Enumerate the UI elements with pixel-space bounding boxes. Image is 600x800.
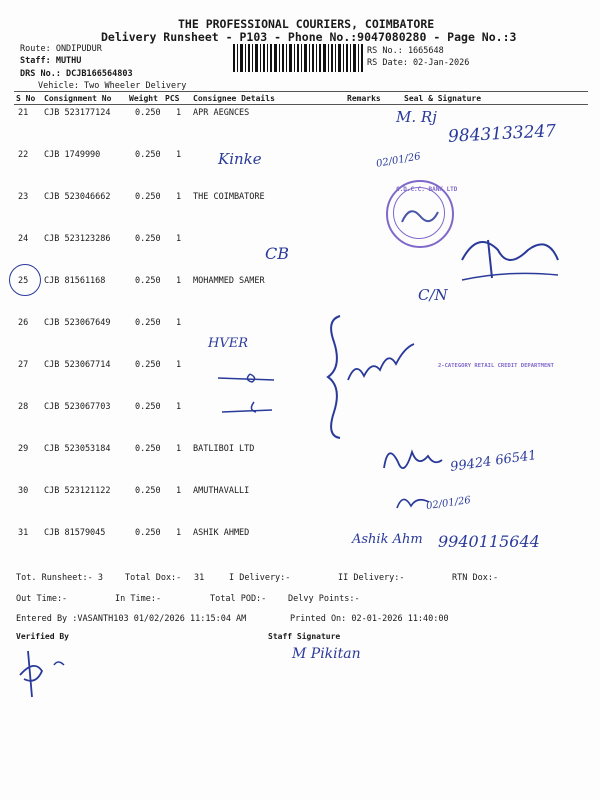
r24-signature-icon (458, 230, 568, 290)
row-consignment: CJB 523121122 (44, 486, 111, 496)
r25-cn: C/N (418, 286, 448, 304)
col-sno: S No (16, 94, 36, 103)
r24-cb: CB (265, 244, 289, 263)
total-pod: Total POD:- (210, 594, 267, 604)
row-consignment: CJB 523177124 (44, 108, 111, 118)
col-consignment: Consignment No (44, 94, 112, 103)
in-time: In Time:- (115, 594, 162, 604)
row-consignee: MOHAMMED SAMER (193, 276, 265, 286)
row-consignment: CJB 81579045 (44, 528, 106, 538)
vehicle-label: Vehicle: Two Wheeler Delivery (38, 81, 187, 91)
row-weight: 0.250 (135, 444, 161, 454)
r27-name: HVER (208, 336, 249, 351)
header-rule-top (14, 91, 588, 92)
total-dox-label: Total Dox:- (125, 573, 182, 583)
barcode-icon (233, 44, 363, 72)
row-sno: 28 (18, 402, 29, 412)
row-sno: 23 (18, 192, 29, 202)
col-weight: Weight (129, 94, 158, 103)
row-consignment: CJB 523046662 (44, 192, 111, 202)
row-sno: 26 (18, 318, 29, 328)
r30-date: 02/01/26 (425, 494, 472, 513)
row-pcs: 1 (176, 360, 182, 370)
row-consignment: CJB 523067649 (44, 318, 111, 328)
row-consignee: APR AEGNCES (193, 108, 250, 118)
route-label: Route: ONDIPUDUR (20, 44, 102, 54)
r29-phone: 99424 66541 (449, 448, 538, 475)
row25-circle (9, 264, 41, 296)
runsheet-subtitle: Delivery Runsheet - P103 - Phone No.:9047080280 - Page No.:3 (101, 30, 517, 44)
bank-stamp (386, 180, 458, 248)
row-consignee: BATLIBOI LTD (193, 444, 255, 454)
i-delivery: I Delivery:- (229, 573, 291, 583)
col-consignee: Consignee Details (193, 94, 275, 103)
row-weight: 0.250 (135, 276, 161, 286)
row-sno: 21 (18, 108, 29, 118)
row-pcs: 1 (176, 276, 182, 286)
staff-signature: M Pikitan (292, 646, 361, 662)
ditto-marks-icon (214, 372, 284, 422)
r22-signature: Kinke (218, 150, 262, 168)
row-consignment: CJB 1749990 (44, 150, 101, 160)
out-time: Out Time:- (16, 594, 68, 604)
r31-phone: 9940115644 (438, 532, 540, 551)
row-consignee: ASHIK AHMED (193, 528, 250, 538)
dept-stamp: 2-CATEGORY RETAIL CREDIT DEPARTMENT (438, 363, 554, 369)
row-consignment: CJB 523067714 (44, 360, 111, 370)
verified-by: Verified By (16, 632, 69, 641)
r21-phone: 9843133247 (447, 121, 557, 147)
tot-runsheet: Tot. Runsheet:- 3 (16, 573, 103, 583)
row-pcs: 1 (176, 444, 182, 454)
rs-date: RS Date: 02-Jan-2026 (367, 58, 470, 68)
col-pcs: PCS (165, 94, 180, 103)
row-weight: 0.250 (135, 402, 161, 412)
row-weight: 0.250 (135, 192, 161, 202)
delvy-points: Delvy Points:- (288, 594, 360, 604)
row-sno: 24 (18, 234, 29, 244)
row-pcs: 1 (176, 528, 182, 538)
row-consignment: CJB 523123286 (44, 234, 111, 244)
row-sno: 31 (18, 528, 29, 538)
row-sno: 25 (18, 276, 29, 286)
row-pcs: 1 (176, 402, 182, 412)
rs-number: RS No.: 1665648 (367, 46, 444, 56)
r29-signature-icon (378, 438, 448, 478)
row-sno: 30 (18, 486, 29, 496)
company-title: THE PROFESSIONAL COURIERS, COIMBATORE (178, 17, 435, 31)
row-pcs: 1 (176, 108, 182, 118)
r27-signature-icon (344, 340, 424, 390)
row-weight: 0.250 (135, 528, 161, 538)
verified-signature-icon (14, 645, 74, 705)
row-pcs: 1 (176, 150, 182, 160)
entered-by: Entered By :VASANTH103 01/02/2026 11:15:04 AM (16, 614, 247, 624)
r31-signature: Ashik Ahm (352, 532, 423, 547)
row-consignee: AMUTHAVALLI (193, 486, 250, 496)
staff-signature-label: Staff Signature (268, 632, 341, 641)
row-weight: 0.250 (135, 360, 161, 370)
printed-on: Printed On: 02-01-2026 11:40:00 (290, 614, 449, 624)
row-consignment: CJB 81561168 (44, 276, 106, 286)
row-pcs: 1 (176, 318, 182, 328)
row-weight: 0.250 (135, 318, 161, 328)
row-pcs: 1 (176, 486, 182, 496)
row-consignment: CJB 523067703 (44, 402, 111, 412)
bank-stamp-text: C.D.C.C. BANK LTD (396, 186, 458, 193)
row-weight: 0.250 (135, 486, 161, 496)
rtn-dox: RTN Dox:- (452, 573, 499, 583)
header-rule-bottom (14, 104, 588, 105)
r21-signature: M. Rj (396, 108, 437, 126)
row-consignee: THE COIMBATORE (193, 192, 265, 202)
row-weight: 0.250 (135, 234, 161, 244)
row-sno: 27 (18, 360, 29, 370)
row-sno: 22 (18, 150, 29, 160)
stamp-signature-icon (400, 202, 440, 232)
row-sno: 29 (18, 444, 29, 454)
row-pcs: 1 (176, 192, 182, 202)
col-seal: Seal & Signature (404, 94, 482, 103)
ii-delivery: II Delivery:- (338, 573, 405, 583)
row-weight: 0.250 (135, 150, 161, 160)
col-remarks: Remarks (347, 94, 381, 103)
row-pcs: 1 (176, 234, 182, 244)
row-weight: 0.250 (135, 108, 161, 118)
r22-date: 02/01/26 (375, 151, 422, 170)
drs-number: DRS No.: DCJB166564803 (20, 69, 133, 79)
staff-label: Staff: MUTHU (20, 56, 82, 66)
row-consignment: CJB 523053184 (44, 444, 111, 454)
total-dox-count: 31 (194, 573, 205, 583)
